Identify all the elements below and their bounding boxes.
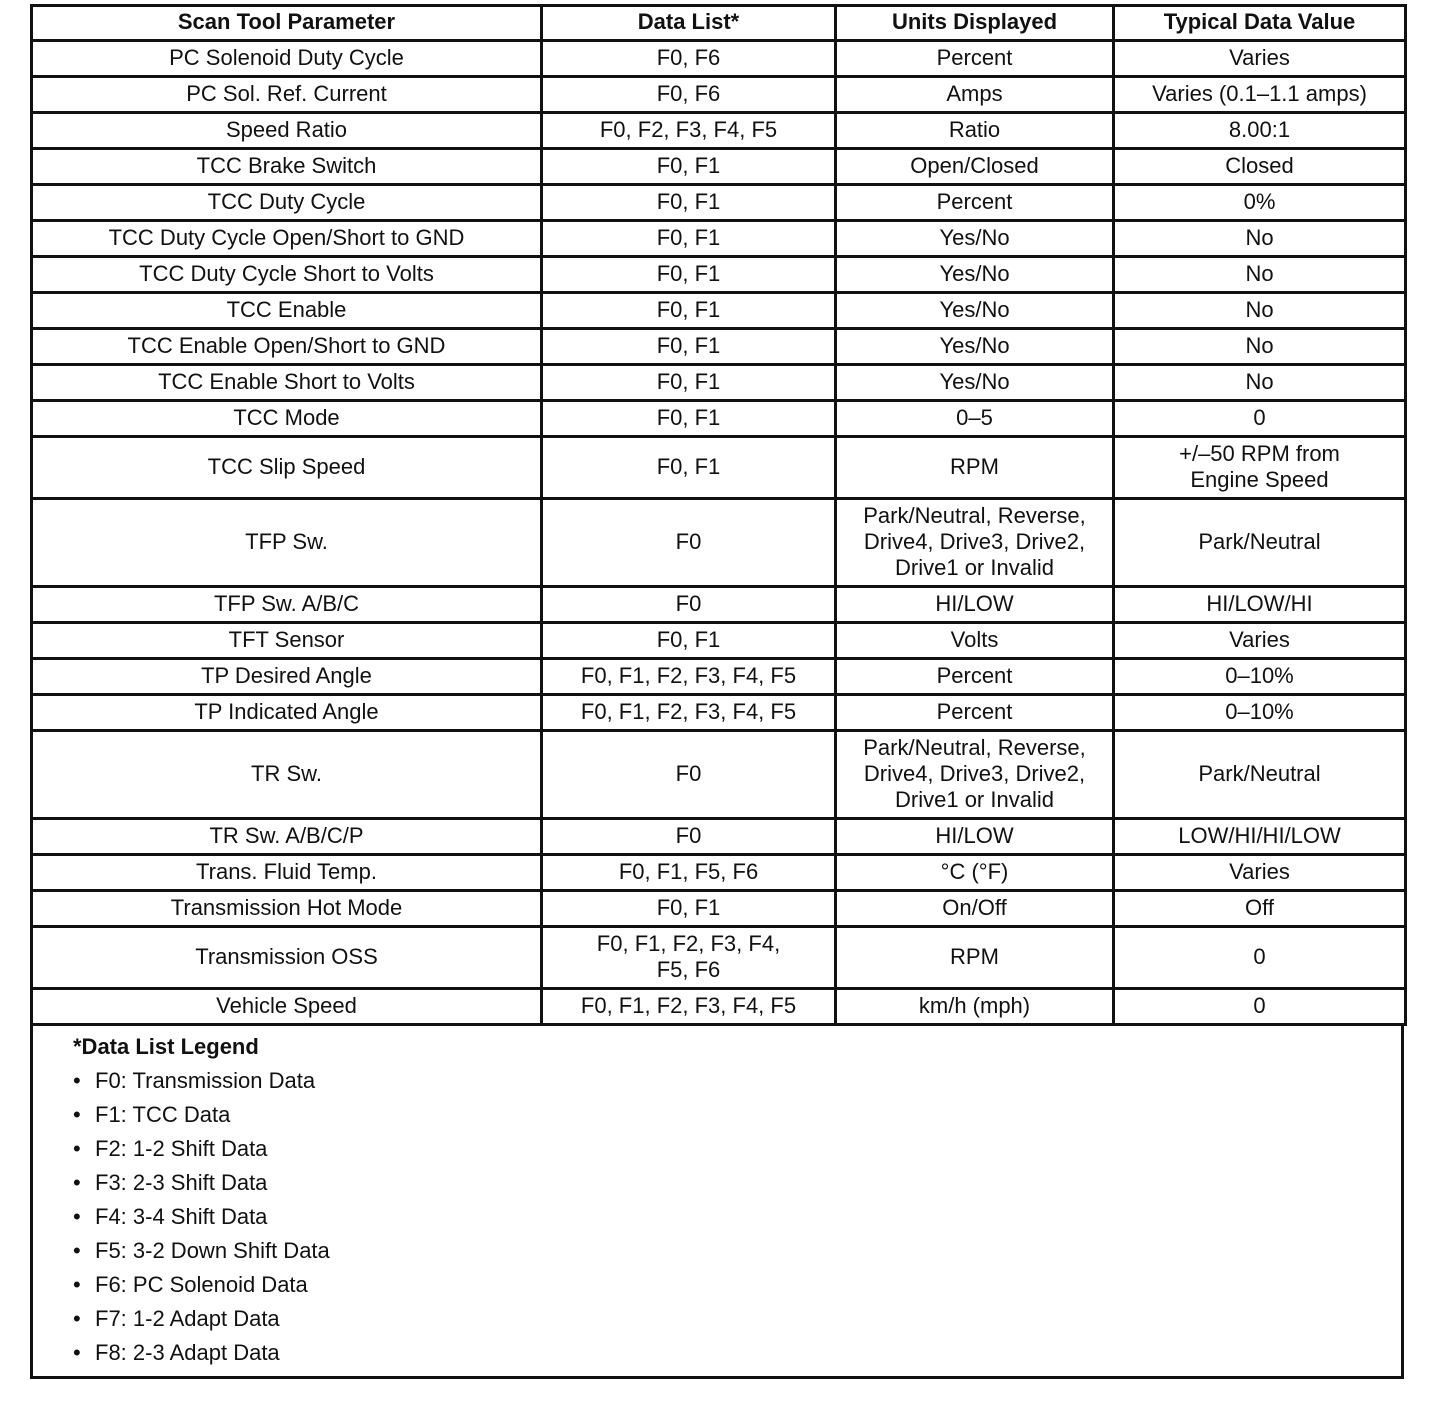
- units-cell-text: Amps: [946, 81, 1003, 106]
- parameter-cell: [32, 185, 542, 221]
- units-cell-text: Percent: [936, 699, 1013, 724]
- table-row: [32, 891, 1406, 927]
- table-row: [32, 731, 1406, 819]
- bullet-icon: •: [73, 1306, 81, 1331]
- data-list-cell: [542, 41, 836, 77]
- typical-value-cell: [1114, 659, 1406, 695]
- parameter-cell: [32, 41, 542, 77]
- table-row: [32, 113, 1406, 149]
- parameter-cell-text: TFP Sw. A/B/C: [213, 591, 360, 616]
- data-list-cell-text: F0, F1, F5, F6: [618, 859, 759, 884]
- data-list-cell-text: F0, F1, F2, F3, F4, F5: [580, 699, 797, 724]
- typical-value-cell-text: Park/Neutral: [1198, 761, 1321, 786]
- bullet-icon: •: [73, 1136, 81, 1161]
- units-cell: [836, 437, 1114, 499]
- bullet-icon: •: [73, 1170, 81, 1195]
- typical-value-cell: [1114, 855, 1406, 891]
- typical-value-cell: [1114, 257, 1406, 293]
- units-cell-text: Percent: [936, 663, 1013, 688]
- units-cell-text: Percent: [936, 45, 1013, 70]
- header-data-list: Data List*: [542, 6, 836, 41]
- units-cell-text: Volts: [950, 627, 999, 652]
- data-list-cell-text: F0, F1, F2, F3, F4, F5, F6: [596, 931, 781, 982]
- units-cell-text: Park/Neutral, Reverse, Drive4, Drive3, Drive2, Drive1 or Invalid: [863, 503, 1086, 580]
- typical-value-cell: [1114, 401, 1406, 437]
- units-cell: [836, 695, 1114, 731]
- typical-value-cell: [1114, 989, 1406, 1025]
- table-row: [32, 437, 1406, 499]
- units-cell-text: Yes/No: [939, 369, 1010, 394]
- typical-value-cell-text: 0–10%: [1225, 699, 1294, 724]
- legend-item-text: F0: Transmission Data: [95, 1068, 316, 1093]
- units-cell-text: Yes/No: [939, 225, 1010, 250]
- typical-value-cell-text: No: [1245, 369, 1274, 394]
- parameter-cell-text: Trans. Fluid Temp.: [196, 859, 377, 884]
- units-cell: [836, 989, 1114, 1025]
- parameter-cell: [32, 855, 542, 891]
- table-row: [32, 77, 1406, 113]
- data-list-cell: [542, 149, 836, 185]
- data-list-cell: [542, 221, 836, 257]
- units-cell: [836, 401, 1114, 437]
- legend-item-text: F2: 1-2 Shift Data: [95, 1136, 268, 1161]
- bullet-icon: •: [73, 1340, 81, 1365]
- table-row: [32, 989, 1406, 1025]
- table-row: [32, 695, 1406, 731]
- units-cell: [836, 819, 1114, 855]
- typical-value-cell: [1114, 927, 1406, 989]
- bullet-icon: •: [73, 1102, 81, 1127]
- typical-value-cell: [1114, 695, 1406, 731]
- data-list-cell-text: F0: [675, 761, 702, 786]
- typical-value-cell-text: Varies: [1229, 627, 1290, 652]
- units-cell: [836, 77, 1114, 113]
- data-list-cell: [542, 329, 836, 365]
- table-row: [32, 927, 1406, 989]
- typical-value-cell-text: No: [1245, 297, 1274, 322]
- data-list-cell: [542, 855, 836, 891]
- units-cell: [836, 891, 1114, 927]
- table-row: [32, 401, 1406, 437]
- units-cell: [836, 221, 1114, 257]
- typical-value-cell-text: 8.00:1: [1228, 117, 1291, 142]
- parameter-cell-text: Vehicle Speed: [216, 993, 357, 1018]
- units-cell: [836, 927, 1114, 989]
- table-row: [32, 149, 1406, 185]
- parameter-cell: [32, 731, 542, 819]
- typical-value-cell-text: LOW/HI/HI/LOW: [1178, 823, 1341, 848]
- units-cell-text: 0–5: [956, 405, 993, 430]
- units-cell-text: Percent: [936, 189, 1013, 214]
- typical-value-cell-text: 0: [1253, 405, 1266, 430]
- units-cell: [836, 329, 1114, 365]
- table-row: [32, 185, 1406, 221]
- typical-value-cell: [1114, 437, 1406, 499]
- data-list-cell-text: F0, F1, F2, F3, F4, F5: [580, 993, 797, 1018]
- parameter-cell: [32, 113, 542, 149]
- typical-value-cell: [1114, 41, 1406, 77]
- table-row: [32, 221, 1406, 257]
- parameter-cell-text: Speed Ratio: [225, 117, 348, 142]
- typical-value-cell-text: Varies: [1229, 45, 1290, 70]
- parameter-cell: [32, 695, 542, 731]
- typical-value-cell: [1114, 77, 1406, 113]
- data-list-cell-text: F0: [675, 823, 702, 848]
- table-row: [32, 329, 1406, 365]
- data-list-cell-text: F0, F1: [656, 189, 721, 214]
- data-list-cell: [542, 659, 836, 695]
- typical-value-cell: [1114, 185, 1406, 221]
- data-list-cell: [542, 623, 836, 659]
- parameter-cell-text: TR Sw.: [251, 761, 322, 786]
- legend-item: [73, 1200, 1391, 1234]
- typical-value-cell-text: No: [1245, 333, 1274, 358]
- data-list-cell-text: F0, F6: [656, 81, 721, 106]
- parameter-cell-text: TFT Sensor: [228, 627, 345, 652]
- table-row: [32, 819, 1406, 855]
- parameter-cell: [32, 499, 542, 587]
- parameter-cell: [32, 221, 542, 257]
- parameter-cell-text: TCC Slip Speed: [207, 454, 366, 479]
- bullet-icon: •: [73, 1204, 81, 1229]
- units-cell: [836, 149, 1114, 185]
- units-cell: [836, 587, 1114, 623]
- parameter-cell: [32, 401, 542, 437]
- parameter-cell-text: TCC Duty Cycle: [207, 189, 366, 214]
- legend-list: [73, 1064, 1391, 1370]
- parameter-cell-text: TCC Enable Short to Volts: [158, 369, 415, 394]
- typical-value-cell: [1114, 623, 1406, 659]
- typical-value-cell-text: +/–50 RPM from Engine Speed: [1179, 441, 1340, 492]
- legend-item: [73, 1064, 1391, 1098]
- data-list-cell: [542, 891, 836, 927]
- legend-item-text: F3: 2-3 Shift Data: [95, 1170, 268, 1195]
- bullet-icon: •: [73, 1238, 81, 1263]
- parameter-cell: [32, 659, 542, 695]
- units-cell: [836, 41, 1114, 77]
- data-list-cell: [542, 989, 836, 1025]
- parameter-cell-text: PC Sol. Ref. Current: [186, 81, 387, 106]
- legend-item-text: F1: TCC Data: [95, 1102, 231, 1127]
- parameter-cell-text: TCC Duty Cycle Short to Volts: [139, 261, 434, 286]
- typical-value-cell-text: Varies (0.1–1.1 amps): [1152, 81, 1367, 106]
- units-cell: [836, 257, 1114, 293]
- data-list-cell-text: F0, F1: [656, 153, 721, 178]
- data-list-cell-text: F0, F1: [656, 405, 721, 430]
- legend-item: [73, 1132, 1391, 1166]
- units-cell-text: RPM: [950, 454, 999, 479]
- units-cell-text: Yes/No: [939, 297, 1010, 322]
- legend-item: [73, 1234, 1391, 1268]
- data-list-cell: [542, 927, 836, 989]
- table-row: [32, 257, 1406, 293]
- units-cell: [836, 113, 1114, 149]
- units-cell-text: Open/Closed: [910, 153, 1039, 178]
- table-row: [32, 659, 1406, 695]
- data-list-cell-text: F0, F6: [656, 45, 721, 70]
- parameter-cell-text: TFP Sw.: [245, 529, 328, 554]
- typical-value-cell-text: No: [1245, 261, 1274, 286]
- parameter-cell-text: TP Indicated Angle: [194, 699, 379, 724]
- data-list-cell-text: F0: [675, 529, 702, 554]
- legend-item: [73, 1302, 1391, 1336]
- legend-item-text: F5: 3-2 Down Shift Data: [95, 1238, 330, 1263]
- scan-tool-data-document: [30, 4, 1408, 1379]
- parameter-cell-text: Transmission OSS: [195, 944, 378, 969]
- units-cell-text: On/Off: [942, 895, 1007, 920]
- bullet-icon: •: [73, 1068, 81, 1093]
- units-cell: [836, 185, 1114, 221]
- typical-value-cell-text: No: [1245, 225, 1274, 250]
- typical-value-cell: [1114, 891, 1406, 927]
- data-list-cell-text: F0, F1: [656, 369, 721, 394]
- legend-title: *Data List Legend: [73, 1034, 259, 1059]
- data-list-cell: [542, 437, 836, 499]
- typical-value-cell: [1114, 329, 1406, 365]
- legend-item-text: F4: 3-4 Shift Data: [95, 1204, 268, 1229]
- data-list-cell: [542, 695, 836, 731]
- typical-value-cell: [1114, 587, 1406, 623]
- scan-tool-parameter-table: [30, 4, 1407, 1026]
- parameter-cell: [32, 77, 542, 113]
- parameter-cell: [32, 149, 542, 185]
- units-cell: [836, 623, 1114, 659]
- parameter-cell: [32, 257, 542, 293]
- legend-item: [73, 1268, 1391, 1302]
- data-list-cell: [542, 819, 836, 855]
- parameter-cell: [32, 437, 542, 499]
- typical-value-cell: [1114, 113, 1406, 149]
- units-cell-text: Yes/No: [939, 261, 1010, 286]
- legend-item: [73, 1166, 1391, 1200]
- units-cell: [836, 499, 1114, 587]
- typical-value-cell-text: 0: [1253, 993, 1266, 1018]
- data-list-cell-text: F0, F1, F2, F3, F4, F5: [580, 663, 797, 688]
- units-cell: [836, 365, 1114, 401]
- data-list-cell: [542, 587, 836, 623]
- parameter-cell: [32, 365, 542, 401]
- legend-item-text: F7: 1-2 Adapt Data: [95, 1306, 280, 1331]
- data-list-cell: [542, 293, 836, 329]
- parameter-cell-text: TP Desired Angle: [201, 663, 372, 688]
- typical-value-cell: [1114, 731, 1406, 819]
- units-cell: [836, 855, 1114, 891]
- data-list-cell-text: F0: [675, 591, 702, 616]
- legend-item-text: F8: 2-3 Adapt Data: [95, 1340, 280, 1365]
- units-cell: [836, 293, 1114, 329]
- units-cell-text: HI/LOW: [935, 823, 1014, 848]
- data-list-cell-text: F0, F1: [656, 297, 721, 322]
- typical-value-cell: [1114, 293, 1406, 329]
- typical-value-cell-text: 0–10%: [1225, 663, 1294, 688]
- parameter-cell-text: TCC Duty Cycle Open/Short to GND: [108, 225, 465, 250]
- parameter-cell: [32, 623, 542, 659]
- units-cell-text: RPM: [950, 944, 999, 969]
- typical-value-cell-text: 0%: [1243, 189, 1276, 214]
- header-typical-data-value: Typical Data Value: [1114, 6, 1406, 41]
- typical-value-cell: [1114, 819, 1406, 855]
- legend-item: [73, 1098, 1391, 1132]
- data-list-cell-text: F0, F1: [656, 333, 721, 358]
- header-scan-tool-parameter: Scan Tool Parameter: [32, 6, 542, 41]
- data-list-cell: [542, 731, 836, 819]
- typical-value-cell-text: Varies: [1229, 859, 1290, 884]
- typical-value-cell-text: 0: [1253, 944, 1266, 969]
- table-row: [32, 587, 1406, 623]
- units-cell-text: Yes/No: [939, 333, 1010, 358]
- data-list-legend: [30, 1026, 1404, 1379]
- data-list-cell-text: F0, F2, F3, F4, F5: [599, 117, 778, 142]
- parameter-cell-text: PC Solenoid Duty Cycle: [169, 45, 404, 70]
- typical-value-cell-text: HI/LOW/HI: [1206, 591, 1313, 616]
- data-list-cell-text: F0, F1: [656, 454, 721, 479]
- table-row: [32, 855, 1406, 891]
- parameter-cell: [32, 819, 542, 855]
- parameter-cell: [32, 891, 542, 927]
- table-row: [32, 499, 1406, 587]
- units-cell-text: Ratio: [948, 117, 1001, 142]
- bullet-icon: •: [73, 1272, 81, 1297]
- units-cell-text: Park/Neutral, Reverse, Drive4, Drive3, Drive2, Drive1 or Invalid: [863, 735, 1086, 812]
- table-row: [32, 623, 1406, 659]
- data-list-cell-text: F0, F1: [656, 627, 721, 652]
- parameter-cell-text: TCC Enable Open/Short to GND: [127, 333, 446, 358]
- data-list-cell-text: F0, F1: [656, 895, 721, 920]
- table-row: [32, 41, 1406, 77]
- data-list-cell: [542, 499, 836, 587]
- typical-value-cell-text: Off: [1245, 895, 1274, 920]
- typical-value-cell: [1114, 365, 1406, 401]
- units-cell-text: HI/LOW: [935, 591, 1014, 616]
- table-row: [32, 365, 1406, 401]
- parameter-cell: [32, 927, 542, 989]
- units-cell-text: km/h (mph): [918, 993, 1031, 1018]
- data-list-cell: [542, 185, 836, 221]
- data-list-cell: [542, 113, 836, 149]
- legend-item: [73, 1336, 1391, 1370]
- parameter-cell-text: TCC Mode: [233, 405, 340, 430]
- parameter-cell-text: Transmission Hot Mode: [170, 895, 403, 920]
- data-list-cell: [542, 401, 836, 437]
- units-cell: [836, 659, 1114, 695]
- data-list-cell: [542, 365, 836, 401]
- typical-value-cell: [1114, 149, 1406, 185]
- data-list-cell: [542, 77, 836, 113]
- typical-value-cell: [1114, 221, 1406, 257]
- legend-item-text: F6: PC Solenoid Data: [95, 1272, 308, 1297]
- data-list-cell: [542, 257, 836, 293]
- parameter-cell: [32, 329, 542, 365]
- data-list-cell-text: F0, F1: [656, 225, 721, 250]
- table-row: [32, 293, 1406, 329]
- header-units-displayed: Units Displayed: [836, 6, 1114, 41]
- parameter-cell-text: TCC Enable: [226, 297, 347, 322]
- parameter-cell: [32, 293, 542, 329]
- parameter-cell: [32, 587, 542, 623]
- table-body: [32, 41, 1406, 1025]
- units-cell-text: °C (°F): [940, 859, 1009, 884]
- units-cell: [836, 731, 1114, 819]
- parameter-cell-text: TCC Brake Switch: [196, 153, 377, 178]
- parameter-cell-text: TR Sw. A/B/C/P: [209, 823, 364, 848]
- typical-value-cell-text: Closed: [1225, 153, 1294, 178]
- typical-value-cell-text: Park/Neutral: [1198, 529, 1321, 554]
- table-header-row: [32, 6, 1406, 41]
- parameter-cell: [32, 989, 542, 1025]
- data-list-cell-text: F0, F1: [656, 261, 721, 286]
- typical-value-cell: [1114, 499, 1406, 587]
